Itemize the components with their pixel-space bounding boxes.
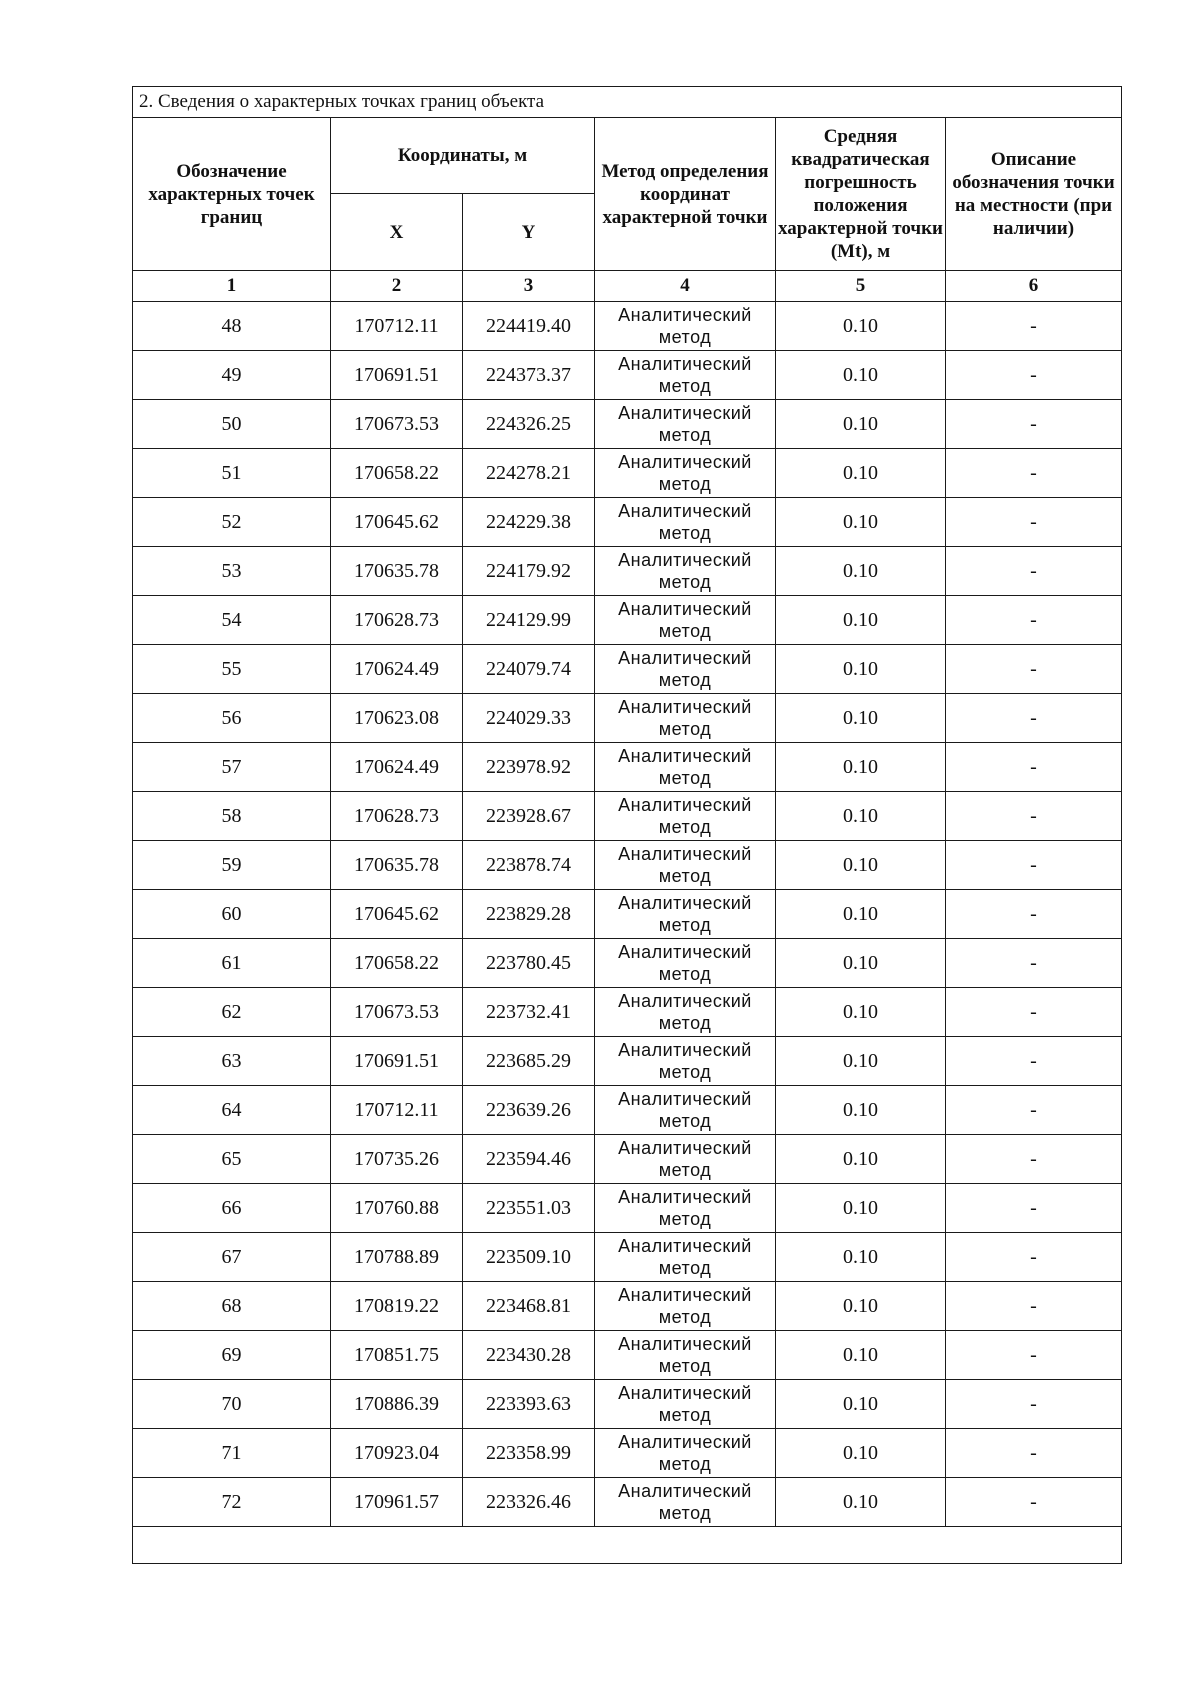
empty-footer-cell — [133, 1527, 1122, 1564]
table-row — [133, 547, 1122, 596]
boundary-points-table — [132, 86, 1122, 1564]
mt-error-cell: 0.10 — [776, 841, 946, 890]
mt-error-cell: 0.10 — [776, 1331, 946, 1380]
header-row-1 — [133, 118, 1122, 194]
table-row — [133, 1086, 1122, 1135]
coord-y-cell: 224029.33 — [463, 694, 595, 743]
column-number-row — [133, 271, 1122, 302]
header-x: X — [331, 194, 463, 271]
column-number: 6 — [946, 271, 1122, 302]
column-number: 1 — [133, 271, 331, 302]
table-row — [133, 1184, 1122, 1233]
method-cell: Аналитический метод — [595, 596, 776, 645]
coord-x-cell: 170691.51 — [331, 1037, 463, 1086]
mt-error-cell: 0.10 — [776, 351, 946, 400]
column-number: 3 — [463, 271, 595, 302]
table-row — [133, 694, 1122, 743]
mt-error-cell: 0.10 — [776, 1135, 946, 1184]
description-cell: - — [946, 547, 1122, 596]
table-row — [133, 596, 1122, 645]
mt-error-cell: 0.10 — [776, 1429, 946, 1478]
coord-y-cell: 223468.81 — [463, 1282, 595, 1331]
table-row — [133, 645, 1122, 694]
point-number-cell: 71 — [133, 1429, 331, 1478]
method-cell: Аналитический метод — [595, 1184, 776, 1233]
table-row — [133, 449, 1122, 498]
coord-x-cell: 170645.62 — [331, 890, 463, 939]
description-cell: - — [946, 939, 1122, 988]
mt-error-cell: 0.10 — [776, 400, 946, 449]
point-number-cell: 72 — [133, 1478, 331, 1527]
point-number-cell: 61 — [133, 939, 331, 988]
coord-y-cell: 223685.29 — [463, 1037, 595, 1086]
empty-footer-row — [133, 1527, 1122, 1564]
description-cell: - — [946, 645, 1122, 694]
coord-x-cell: 170658.22 — [331, 449, 463, 498]
method-cell: Аналитический метод — [595, 498, 776, 547]
coord-y-cell: 224129.99 — [463, 596, 595, 645]
method-cell: Аналитический метод — [595, 302, 776, 351]
mt-error-cell: 0.10 — [776, 645, 946, 694]
method-cell: Аналитический метод — [595, 1331, 776, 1380]
coord-y-cell: 223732.41 — [463, 988, 595, 1037]
description-cell: - — [946, 1135, 1122, 1184]
table-row — [133, 1331, 1122, 1380]
coord-y-cell: 223551.03 — [463, 1184, 595, 1233]
point-number-cell: 48 — [133, 302, 331, 351]
section-title-row — [133, 87, 1122, 118]
point-number-cell: 60 — [133, 890, 331, 939]
column-number: 4 — [595, 271, 776, 302]
table-row — [133, 1282, 1122, 1331]
table-body — [133, 302, 1122, 1527]
coord-y-cell: 224079.74 — [463, 645, 595, 694]
mt-error-cell: 0.10 — [776, 743, 946, 792]
point-number-cell: 62 — [133, 988, 331, 1037]
description-cell: - — [946, 1086, 1122, 1135]
description-cell: - — [946, 596, 1122, 645]
method-cell: Аналитический метод — [595, 988, 776, 1037]
coord-y-cell: 224229.38 — [463, 498, 595, 547]
method-cell: Аналитический метод — [595, 1478, 776, 1527]
table-row — [133, 498, 1122, 547]
coord-x-cell: 170691.51 — [331, 351, 463, 400]
coord-y-cell: 224278.21 — [463, 449, 595, 498]
point-number-cell: 64 — [133, 1086, 331, 1135]
description-cell: - — [946, 841, 1122, 890]
mt-error-cell: 0.10 — [776, 596, 946, 645]
header-method: Метод определения координат характерной точки — [595, 118, 776, 271]
point-number-cell: 67 — [133, 1233, 331, 1282]
mt-error-cell: 0.10 — [776, 498, 946, 547]
method-cell: Аналитический метод — [595, 694, 776, 743]
coord-y-cell: 224373.37 — [463, 351, 595, 400]
mt-error-cell: 0.10 — [776, 302, 946, 351]
mt-error-cell: 0.10 — [776, 1184, 946, 1233]
description-cell: - — [946, 400, 1122, 449]
description-cell: - — [946, 792, 1122, 841]
coord-y-cell: 224326.25 — [463, 400, 595, 449]
table-row — [133, 351, 1122, 400]
column-number: 2 — [331, 271, 463, 302]
method-cell: Аналитический метод — [595, 1282, 776, 1331]
coord-x-cell: 170961.57 — [331, 1478, 463, 1527]
point-number-cell: 50 — [133, 400, 331, 449]
mt-error-cell: 0.10 — [776, 890, 946, 939]
coord-y-cell: 223509.10 — [463, 1233, 595, 1282]
mt-error-cell: 0.10 — [776, 1233, 946, 1282]
coord-x-cell: 170628.73 — [331, 792, 463, 841]
header-coordinates: Координаты, м — [331, 118, 595, 194]
table-row — [133, 1233, 1122, 1282]
table-row — [133, 1135, 1122, 1184]
method-cell: Аналитический метод — [595, 1429, 776, 1478]
method-cell: Аналитический метод — [595, 1380, 776, 1429]
header-designation: Обозначение характерных точек границ — [133, 118, 331, 271]
description-cell: - — [946, 1184, 1122, 1233]
coord-x-cell: 170923.04 — [331, 1429, 463, 1478]
table-row — [133, 743, 1122, 792]
coord-x-cell: 170760.88 — [331, 1184, 463, 1233]
mt-error-cell: 0.10 — [776, 1282, 946, 1331]
description-cell: - — [946, 694, 1122, 743]
method-cell: Аналитический метод — [595, 792, 776, 841]
coord-x-cell: 170628.73 — [331, 596, 463, 645]
coord-x-cell: 170819.22 — [331, 1282, 463, 1331]
point-number-cell: 54 — [133, 596, 331, 645]
method-cell: Аналитический метод — [595, 1233, 776, 1282]
coord-y-cell: 223829.28 — [463, 890, 595, 939]
coord-x-cell: 170624.49 — [331, 645, 463, 694]
coord-y-cell: 223928.67 — [463, 792, 595, 841]
coord-x-cell: 170712.11 — [331, 1086, 463, 1135]
description-cell: - — [946, 1233, 1122, 1282]
mt-error-cell: 0.10 — [776, 694, 946, 743]
description-cell: - — [946, 449, 1122, 498]
description-cell: - — [946, 1380, 1122, 1429]
point-number-cell: 59 — [133, 841, 331, 890]
coord-x-cell: 170623.08 — [331, 694, 463, 743]
method-cell: Аналитический метод — [595, 890, 776, 939]
point-number-cell: 69 — [133, 1331, 331, 1380]
method-cell: Аналитический метод — [595, 743, 776, 792]
description-cell: - — [946, 1478, 1122, 1527]
method-cell: Аналитический метод — [595, 1037, 776, 1086]
table-row — [133, 1380, 1122, 1429]
coord-y-cell: 223430.28 — [463, 1331, 595, 1380]
point-number-cell: 51 — [133, 449, 331, 498]
point-number-cell: 63 — [133, 1037, 331, 1086]
mt-error-cell: 0.10 — [776, 1037, 946, 1086]
description-cell: - — [946, 1331, 1122, 1380]
table-row — [133, 988, 1122, 1037]
coord-x-cell: 170645.62 — [331, 498, 463, 547]
coord-y-cell: 223326.46 — [463, 1478, 595, 1527]
coord-x-cell: 170735.26 — [331, 1135, 463, 1184]
method-cell: Аналитический метод — [595, 449, 776, 498]
mt-error-cell: 0.10 — [776, 449, 946, 498]
coord-y-cell: 223358.99 — [463, 1429, 595, 1478]
method-cell: Аналитический метод — [595, 939, 776, 988]
coord-x-cell: 170712.11 — [331, 302, 463, 351]
document-sheet — [132, 86, 1121, 1564]
point-number-cell: 56 — [133, 694, 331, 743]
header-description: Описание обозначения точки на местности (при наличии) — [946, 118, 1122, 271]
description-cell: - — [946, 498, 1122, 547]
table-row — [133, 1478, 1122, 1527]
point-number-cell: 57 — [133, 743, 331, 792]
coord-y-cell: 224419.40 — [463, 302, 595, 351]
description-cell: - — [946, 1282, 1122, 1331]
point-number-cell: 58 — [133, 792, 331, 841]
method-cell: Аналитический метод — [595, 841, 776, 890]
point-number-cell: 55 — [133, 645, 331, 694]
table-row — [133, 400, 1122, 449]
mt-error-cell: 0.10 — [776, 792, 946, 841]
mt-error-cell: 0.10 — [776, 1086, 946, 1135]
coord-x-cell: 170788.89 — [331, 1233, 463, 1282]
coord-x-cell: 170635.78 — [331, 841, 463, 890]
coord-x-cell: 170624.49 — [331, 743, 463, 792]
description-cell: - — [946, 890, 1122, 939]
description-cell: - — [946, 302, 1122, 351]
table-row — [133, 302, 1122, 351]
coord-y-cell: 223393.63 — [463, 1380, 595, 1429]
method-cell: Аналитический метод — [595, 645, 776, 694]
description-cell: - — [946, 1037, 1122, 1086]
description-cell: - — [946, 1429, 1122, 1478]
table-row — [133, 841, 1122, 890]
coord-y-cell: 223594.46 — [463, 1135, 595, 1184]
point-number-cell: 49 — [133, 351, 331, 400]
point-number-cell: 52 — [133, 498, 331, 547]
section-title: 2. Сведения о характерных точках границ объекта — [133, 87, 1122, 118]
mt-error-cell: 0.10 — [776, 988, 946, 1037]
coord-y-cell: 224179.92 — [463, 547, 595, 596]
mt-error-cell: 0.10 — [776, 1380, 946, 1429]
method-cell: Аналитический метод — [595, 1086, 776, 1135]
method-cell: Аналитический метод — [595, 1135, 776, 1184]
mt-error-cell: 0.10 — [776, 939, 946, 988]
description-cell: - — [946, 743, 1122, 792]
coord-x-cell: 170673.53 — [331, 988, 463, 1037]
point-number-cell: 53 — [133, 547, 331, 596]
point-number-cell: 70 — [133, 1380, 331, 1429]
table-row — [133, 1429, 1122, 1478]
coord-y-cell: 223780.45 — [463, 939, 595, 988]
table-row — [133, 792, 1122, 841]
mt-error-cell: 0.10 — [776, 1478, 946, 1527]
coord-x-cell: 170635.78 — [331, 547, 463, 596]
header-y: Y — [463, 194, 595, 271]
method-cell: Аналитический метод — [595, 351, 776, 400]
point-number-cell: 68 — [133, 1282, 331, 1331]
coord-x-cell: 170673.53 — [331, 400, 463, 449]
coord-y-cell: 223978.92 — [463, 743, 595, 792]
header-error: Средняя квадратическая погрешность положения характерной точки (Mt), м — [776, 118, 946, 271]
point-number-cell: 66 — [133, 1184, 331, 1233]
method-cell: Аналитический метод — [595, 547, 776, 596]
mt-error-cell: 0.10 — [776, 547, 946, 596]
coord-x-cell: 170886.39 — [331, 1380, 463, 1429]
coord-y-cell: 223878.74 — [463, 841, 595, 890]
table-row — [133, 1037, 1122, 1086]
coord-x-cell: 170851.75 — [331, 1331, 463, 1380]
table-row — [133, 890, 1122, 939]
point-number-cell: 65 — [133, 1135, 331, 1184]
coord-y-cell: 223639.26 — [463, 1086, 595, 1135]
description-cell: - — [946, 988, 1122, 1037]
coord-x-cell: 170658.22 — [331, 939, 463, 988]
method-cell: Аналитический метод — [595, 400, 776, 449]
table-row — [133, 939, 1122, 988]
column-number: 5 — [776, 271, 946, 302]
description-cell: - — [946, 351, 1122, 400]
